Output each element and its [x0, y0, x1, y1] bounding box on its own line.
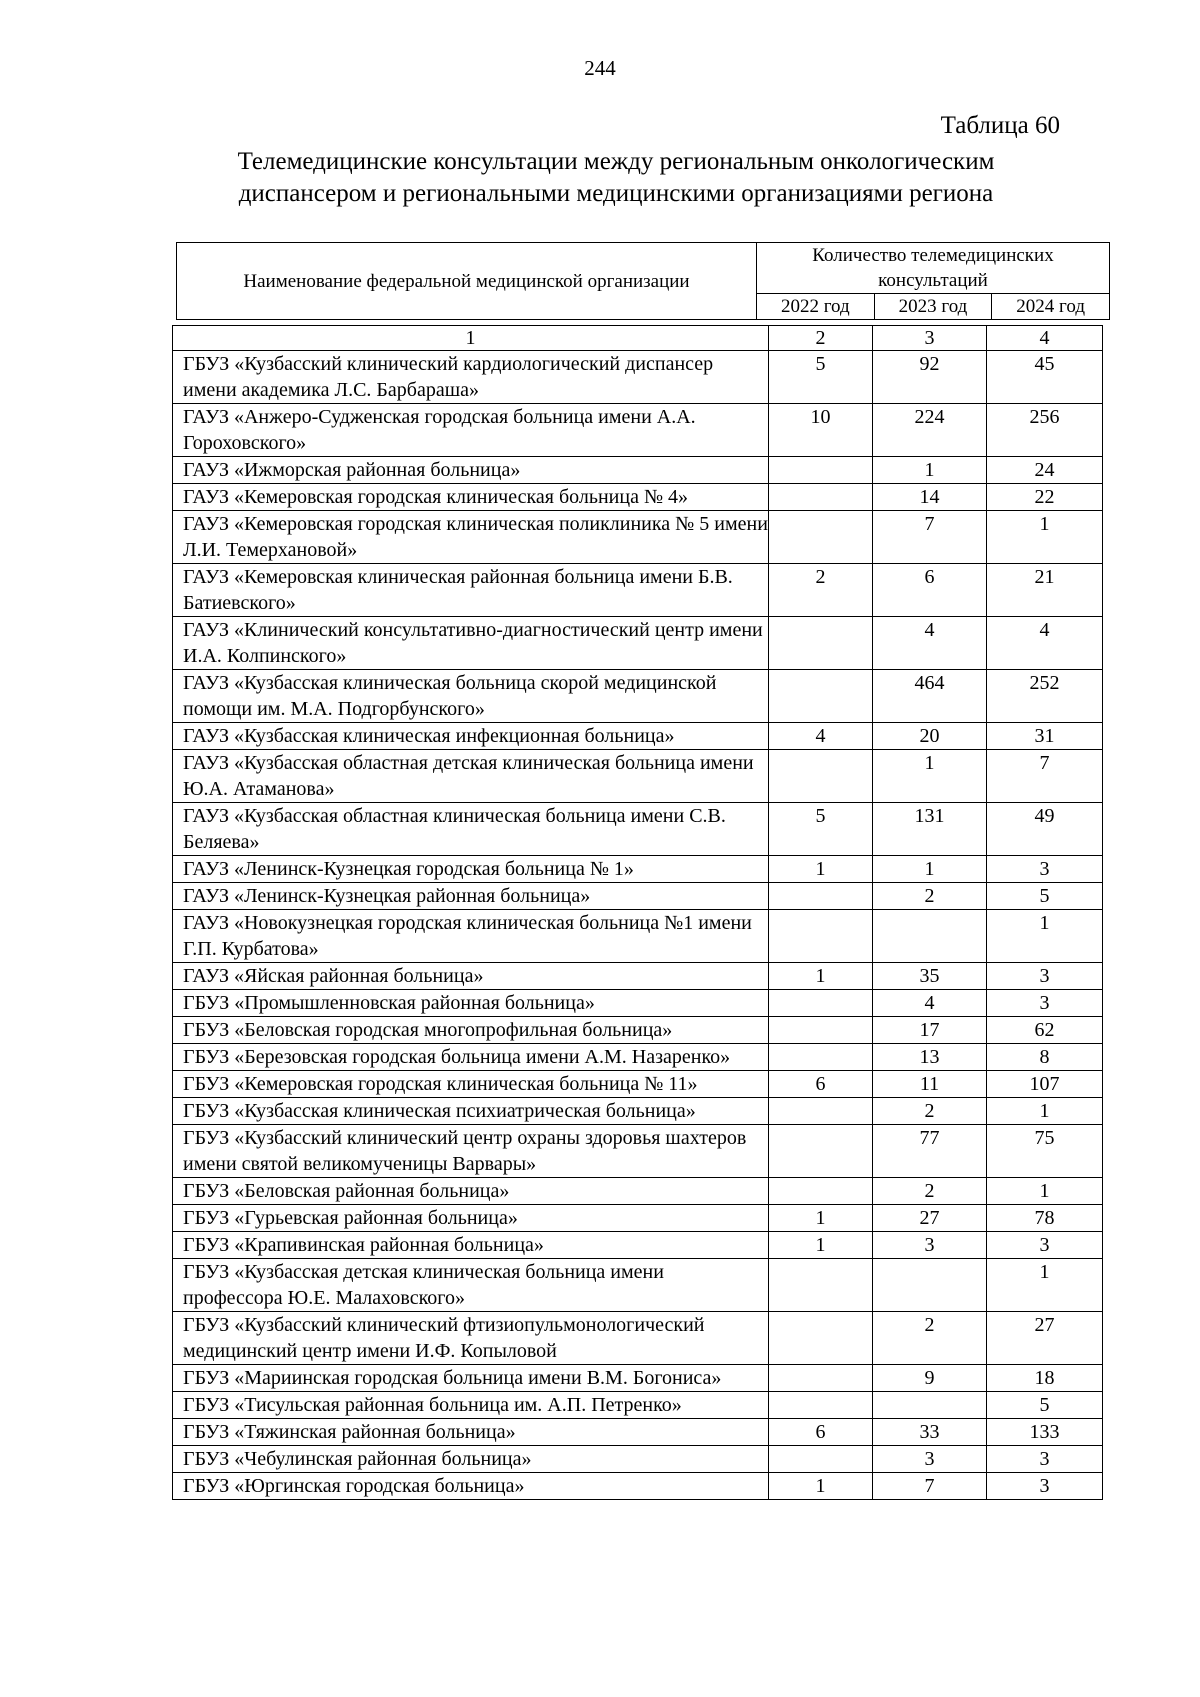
table-row — [173, 1259, 1103, 1312]
organization-name-cell: ГБУЗ «Кузбасский клинический фтизиопульмонологический медицинский центр имени И.Ф. Копыловой — [173, 1312, 769, 1365]
organization-name-cell: ГАУЗ «Яйская районная больница» — [173, 963, 769, 990]
page-number: 244 — [584, 56, 616, 80]
table-row — [173, 1125, 1103, 1178]
count-cell-2023: 3 — [873, 1446, 987, 1473]
organization-name-cell: ГБУЗ «Чебулинская районная больница» — [173, 1446, 769, 1473]
count-cell-2023 — [873, 910, 987, 963]
organization-name-cell: ГАУЗ «Анжеро-Судженская городская больница имени А.А. Гороховского» — [173, 404, 769, 457]
count-cell-2022 — [769, 1365, 873, 1392]
count-cell-2024: 31 — [987, 723, 1103, 750]
count-cell-2024: 3 — [987, 1232, 1103, 1259]
header-year-2022: 2022 год — [757, 294, 875, 320]
count-cell-2023 — [873, 1392, 987, 1419]
count-cell-2023: 9 — [873, 1365, 987, 1392]
count-cell-2023 — [873, 1259, 987, 1312]
count-cell-2024: 256 — [987, 404, 1103, 457]
count-cell-2024: 1 — [987, 1178, 1103, 1205]
table-title — [150, 146, 1082, 210]
organization-name-cell: ГБУЗ «Кузбасский клинический центр охраны здоровья шахтеров имени святой великомученицы Варвары» — [173, 1125, 769, 1178]
count-cell-2022 — [769, 1392, 873, 1419]
organization-name-cell: ГБУЗ «Гурьевская районная больница» — [173, 1205, 769, 1232]
count-cell-2022 — [769, 1044, 873, 1071]
table-row — [173, 1312, 1103, 1365]
organization-name-cell: ГАУЗ «Ленинск-Кузнецкая районная больница» — [173, 883, 769, 910]
count-cell-2022 — [769, 1017, 873, 1044]
organization-name-cell: ГБУЗ «Кузбасская клиническая психиатрическая больница» — [173, 1098, 769, 1125]
count-cell-2023: 7 — [873, 1473, 987, 1500]
count-cell-2023: 6 — [873, 564, 987, 617]
count-cell-2023: 1 — [873, 457, 987, 484]
organization-name-cell: ГБУЗ «Березовская городская больница имени А.М. Назаренко» — [173, 1044, 769, 1071]
count-cell-2022 — [769, 990, 873, 1017]
table-label: Таблица 60 — [940, 112, 1060, 139]
table-row — [173, 670, 1103, 723]
organization-name-cell: ГАУЗ «Кемеровская городская клиническая больница № 4» — [173, 484, 769, 511]
count-cell-2022: 6 — [769, 1419, 873, 1446]
count-cell-2022: 1 — [769, 1473, 873, 1500]
count-cell-2022 — [769, 484, 873, 511]
count-cell-2023: 14 — [873, 484, 987, 511]
table-row — [173, 750, 1103, 803]
header-year-2023: 2023 год — [874, 294, 992, 320]
organization-name-cell: ГБУЗ «Мариинская городская больница имени В.М. Богониса» — [173, 1365, 769, 1392]
count-cell-2024: 107 — [987, 1071, 1103, 1098]
count-cell-2022 — [769, 1259, 873, 1312]
count-cell-2024: 3 — [987, 963, 1103, 990]
organization-name-cell: ГБУЗ «Кемеровская городская клиническая больница № 11» — [173, 1071, 769, 1098]
table-row — [173, 1419, 1103, 1446]
count-cell-2023: 20 — [873, 723, 987, 750]
organization-name-cell: ГБУЗ «Кузбасская детская клиническая больница имени профессора Ю.Е. Малаховского» — [173, 1259, 769, 1312]
count-cell-2023: 35 — [873, 963, 987, 990]
count-cell-2023: 2 — [873, 1178, 987, 1205]
count-cell-2022: 1 — [769, 1205, 873, 1232]
organization-name-cell: ГБУЗ «Юргинская городская больница» — [173, 1473, 769, 1500]
header-group-column: Количество телемедицинских консультаций — [757, 243, 1110, 294]
count-cell-2024: 4 — [987, 617, 1103, 670]
count-cell-2023: 2 — [873, 883, 987, 910]
count-cell-2024: 27 — [987, 1312, 1103, 1365]
count-cell-2023: 4 — [873, 990, 987, 1017]
count-cell-2022: 1 — [769, 1232, 873, 1259]
table-row — [173, 457, 1103, 484]
count-cell-2022: 5 — [769, 351, 873, 404]
organization-name-cell: ГБУЗ «Тяжинская районная больница» — [173, 1419, 769, 1446]
column-number: 4 — [987, 326, 1103, 351]
count-cell-2023: 224 — [873, 404, 987, 457]
header-name-column: Наименование федеральной медицинской организации — [177, 243, 757, 320]
table-row — [173, 617, 1103, 670]
count-cell-2023: 3 — [873, 1232, 987, 1259]
organization-name-cell: ГБУЗ «Беловская районная больница» — [173, 1178, 769, 1205]
table-row — [173, 1044, 1103, 1071]
count-cell-2023: 2 — [873, 1098, 987, 1125]
count-cell-2023: 1 — [873, 856, 987, 883]
count-cell-2023: 464 — [873, 670, 987, 723]
count-cell-2023: 2 — [873, 1312, 987, 1365]
count-cell-2022 — [769, 1098, 873, 1125]
count-cell-2022 — [769, 511, 873, 564]
count-cell-2024: 7 — [987, 750, 1103, 803]
count-cell-2023: 33 — [873, 1419, 987, 1446]
count-cell-2023: 13 — [873, 1044, 987, 1071]
table-row — [173, 1178, 1103, 1205]
organization-name-cell: ГАУЗ «Кузбасская областная детская клиническая больница имени Ю.А. Атаманова» — [173, 750, 769, 803]
count-cell-2024: 3 — [987, 990, 1103, 1017]
count-cell-2024: 75 — [987, 1125, 1103, 1178]
data-table — [172, 325, 1103, 1500]
header-year-2024: 2024 год — [992, 294, 1110, 320]
count-cell-2022: 5 — [769, 803, 873, 856]
organization-name-cell: ГБУЗ «Промышленновская районная больница» — [173, 990, 769, 1017]
count-cell-2024: 45 — [987, 351, 1103, 404]
count-cell-2024: 8 — [987, 1044, 1103, 1071]
count-cell-2024: 18 — [987, 1365, 1103, 1392]
count-cell-2022: 10 — [769, 404, 873, 457]
count-cell-2023: 92 — [873, 351, 987, 404]
column-number: 1 — [173, 326, 769, 351]
count-cell-2024: 1 — [987, 1098, 1103, 1125]
count-cell-2024: 3 — [987, 1446, 1103, 1473]
count-cell-2022 — [769, 1446, 873, 1473]
organization-name-cell: ГАУЗ «Кузбасская клиническая инфекционная больница» — [173, 723, 769, 750]
count-cell-2024: 62 — [987, 1017, 1103, 1044]
organization-name-cell: ГБУЗ «Крапивинская районная больница» — [173, 1232, 769, 1259]
table-row — [173, 1205, 1103, 1232]
organization-name-cell: ГАУЗ «Ижморская районная больница» — [173, 457, 769, 484]
table-row — [173, 1232, 1103, 1259]
count-cell-2022: 4 — [769, 723, 873, 750]
column-number-row — [173, 326, 1103, 351]
count-cell-2022 — [769, 1312, 873, 1365]
count-cell-2022 — [769, 670, 873, 723]
table-row — [173, 1017, 1103, 1044]
table-row — [173, 963, 1103, 990]
table-row — [173, 1071, 1103, 1098]
count-cell-2024: 252 — [987, 670, 1103, 723]
count-cell-2024: 1 — [987, 910, 1103, 963]
count-cell-2024: 24 — [987, 457, 1103, 484]
organization-name-cell: ГАУЗ «Клинический консультативно-диагностический центр имени И.А. Колпинского» — [173, 617, 769, 670]
count-cell-2022 — [769, 617, 873, 670]
count-cell-2024: 1 — [987, 1259, 1103, 1312]
table-row — [173, 803, 1103, 856]
count-cell-2023: 77 — [873, 1125, 987, 1178]
column-number: 2 — [769, 326, 873, 351]
organization-name-cell: ГАУЗ «Кемеровская клиническая районная больница имени Б.В. Батиевского» — [173, 564, 769, 617]
count-cell-2023: 7 — [873, 511, 987, 564]
table-row — [173, 511, 1103, 564]
count-cell-2022: 1 — [769, 963, 873, 990]
count-cell-2024: 49 — [987, 803, 1103, 856]
count-cell-2022 — [769, 750, 873, 803]
table-row — [173, 1365, 1103, 1392]
count-cell-2023: 1 — [873, 750, 987, 803]
organization-name-cell: ГАУЗ «Новокузнецкая городская клиническая больница №1 имени Г.П. Курбатова» — [173, 910, 769, 963]
organization-name-cell: ГАУЗ «Кузбасская клиническая больница скорой медицинской помощи им. М.А. Подгорбунского» — [173, 670, 769, 723]
count-cell-2022: 2 — [769, 564, 873, 617]
count-cell-2024: 22 — [987, 484, 1103, 511]
count-cell-2024: 21 — [987, 564, 1103, 617]
count-cell-2023: 27 — [873, 1205, 987, 1232]
count-cell-2023: 131 — [873, 803, 987, 856]
organization-name-cell: ГАУЗ «Кемеровская городская клиническая поликлиника № 5 имени Л.И. Темерхановой» — [173, 511, 769, 564]
table-row — [173, 1392, 1103, 1419]
organization-name-cell: ГБУЗ «Тисульская районная больница им. А.П. Петренко» — [173, 1392, 769, 1419]
count-cell-2024: 78 — [987, 1205, 1103, 1232]
count-cell-2023: 4 — [873, 617, 987, 670]
table-row — [173, 723, 1103, 750]
table-row — [173, 1098, 1103, 1125]
count-cell-2024: 3 — [987, 856, 1103, 883]
count-cell-2022 — [769, 910, 873, 963]
count-cell-2024: 3 — [987, 1473, 1103, 1500]
table-title-line: Телемедицинские консультации между региональным онкологическим — [237, 148, 995, 175]
count-cell-2022: 6 — [769, 1071, 873, 1098]
column-number: 3 — [873, 326, 987, 351]
table-row — [173, 1473, 1103, 1500]
table-row — [173, 910, 1103, 963]
organization-name-cell: ГБУЗ «Беловская городская многопрофильная больница» — [173, 1017, 769, 1044]
organization-name-cell: ГАУЗ «Кузбасская областная клиническая больница имени С.В. Беляева» — [173, 803, 769, 856]
table-row — [173, 404, 1103, 457]
table-row — [173, 990, 1103, 1017]
count-cell-2022 — [769, 883, 873, 910]
table-title-line: диспансером и региональными медицинскими организациями региона — [238, 180, 994, 207]
count-cell-2022 — [769, 457, 873, 484]
count-cell-2023: 17 — [873, 1017, 987, 1044]
table-header — [176, 242, 1110, 320]
count-cell-2024: 133 — [987, 1419, 1103, 1446]
table-row — [173, 1446, 1103, 1473]
count-cell-2022: 1 — [769, 856, 873, 883]
count-cell-2024: 5 — [987, 883, 1103, 910]
organization-name-cell: ГАУЗ «Ленинск-Кузнецкая городская больница № 1» — [173, 856, 769, 883]
table-row — [173, 351, 1103, 404]
table-row — [173, 564, 1103, 617]
count-cell-2023: 11 — [873, 1071, 987, 1098]
count-cell-2022 — [769, 1125, 873, 1178]
count-cell-2024: 1 — [987, 511, 1103, 564]
organization-name-cell: ГБУЗ «Кузбасский клинический кардиологический диспансер имени академика Л.С. Барбараша» — [173, 351, 769, 404]
table-row — [173, 484, 1103, 511]
table-row — [173, 883, 1103, 910]
count-cell-2024: 5 — [987, 1392, 1103, 1419]
count-cell-2022 — [769, 1178, 873, 1205]
table-row — [173, 856, 1103, 883]
